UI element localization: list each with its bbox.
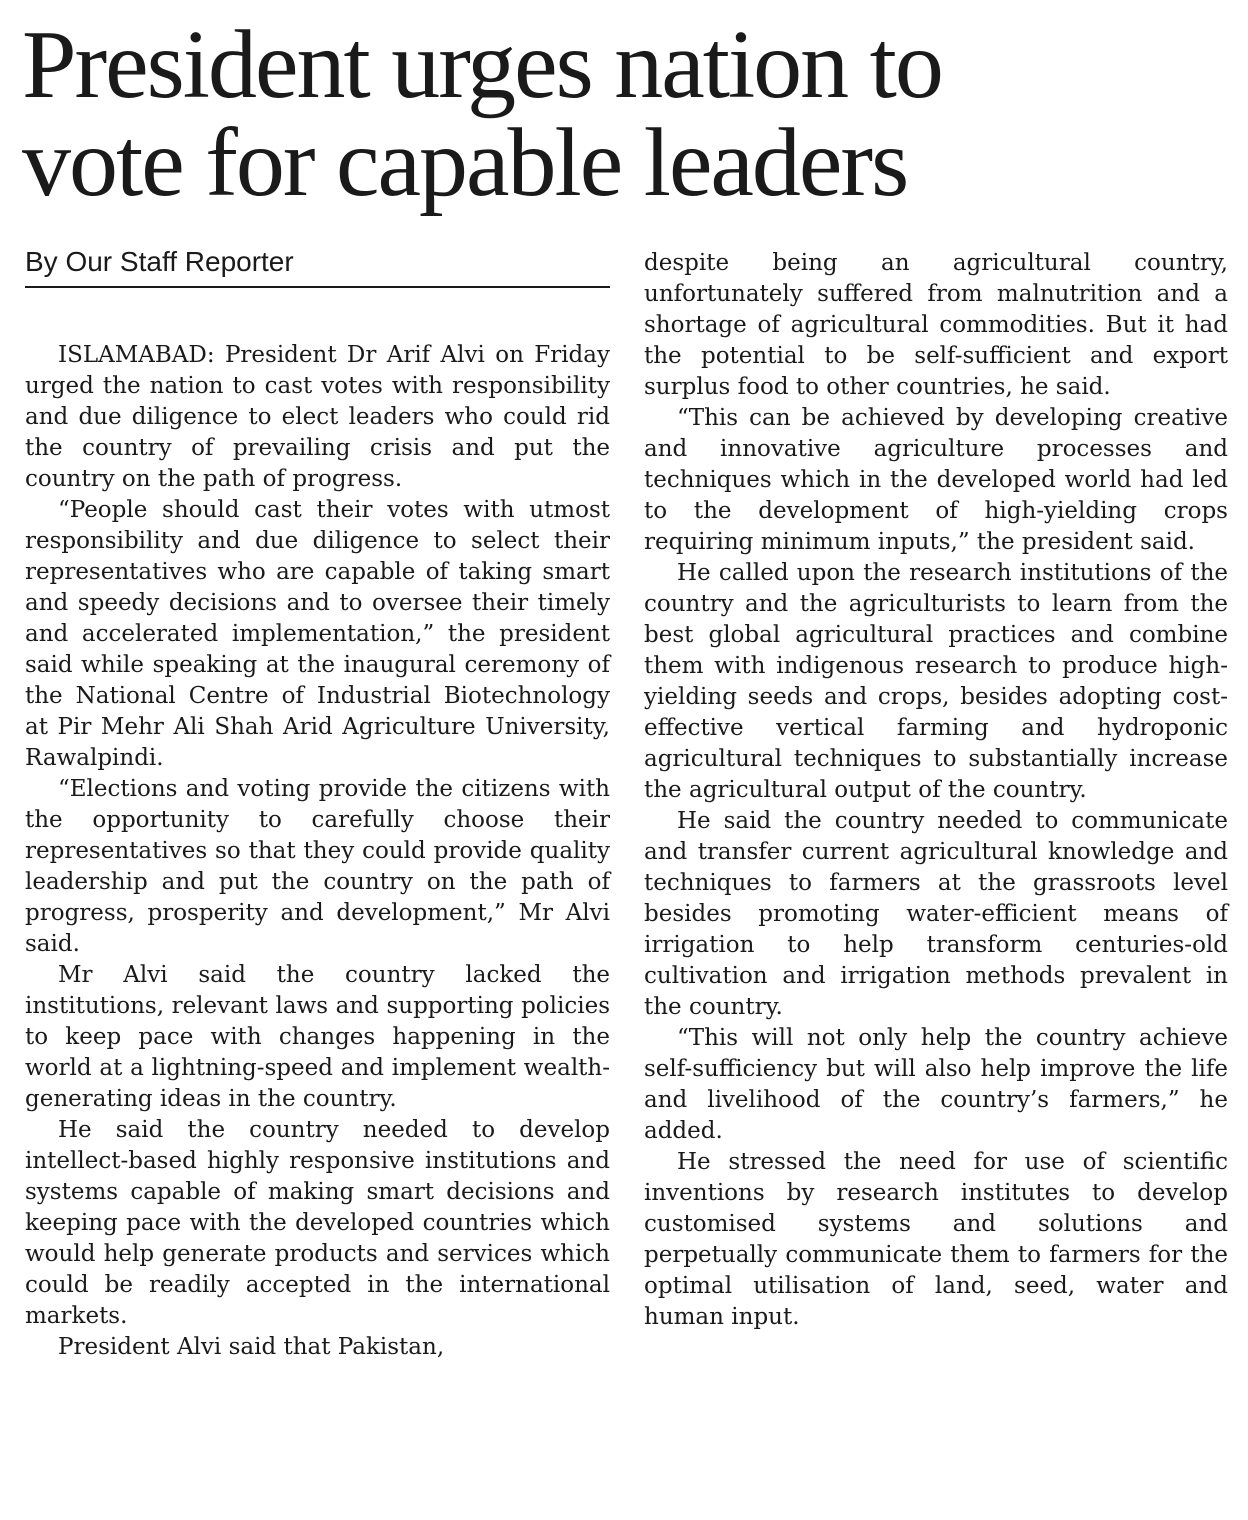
paragraph: He said the country needed to communicate and transfer current agricultural knowledge and techniques to farmers at the grassroots level besides promoting water-efficient means of irrigation to help transform centuries-old cultivation and irrigation methods prevalent in the country. [644, 808, 1228, 1020]
paragraph: “Elections and voting provide the citizens with the opportunity to carefully choose their representatives so that they could provide quality leadership and put the country on the path of progress, prosperity and development,” Mr Alvi said. [25, 776, 610, 957]
byline-spacer [25, 288, 610, 340]
paragraph: “People should cast their votes with utmost responsibility and due diligence to select their representatives who are capable of taking smart and speedy decisions and to oversee their timely and accelerated implementation,” the president said while speaking at the inaugural ceremony of the National Centre of Industrial Biotechnology at Pir Mehr Ali Shah Arid Agriculture University, Rawalpindi. [25, 497, 610, 771]
paragraph: Mr Alvi said the country lacked the institutions, relevant laws and supporting policies to keep pace with changes happening in the world at a lightning-speed and implement wealth-generating ideas in the country. [25, 962, 610, 1112]
paragraph: “This can be achieved by developing creative and innovative agriculture processes and techniques which in the developed world had led to the development of high-yielding crops requiring minimum inputs,” the president said. [644, 405, 1228, 555]
paragraph: He called upon the research institutions of the country and the agriculturists to learn from the best global agricultural practices and combine them with indigenous research to produce high-yielding seeds and crops, besides adopting cost-effective vertical farming and hydroponic agricultural techniques to substantially increase the agricultural output of the country. [644, 560, 1228, 803]
byline: By Our Staff Reporter [25, 244, 610, 288]
headline [22, 11, 1232, 217]
paragraph: ISLAMABAD: President Dr Arif Alvi on Friday urged the nation to cast votes with responsibility and due diligence to elect leaders who could rid the country of prevailing crisis and put the country on the path of progress. [25, 342, 610, 492]
paragraph: “This will not only help the country achieve self-sufficiency but will also help improve the life and livelihood of the country’s farmers,” he added. [644, 1025, 1228, 1144]
paragraph: He stressed the need for use of scientific inventions by research institutes to develop customised systems and solutions and perpetually communicate them to farmers for the optimal utilisation of land, seed, water and human input. [644, 1149, 1228, 1330]
paragraph: President Alvi said that Pakistan, [58, 1334, 445, 1360]
paragraph: He said the country needed to develop intellect-based highly responsive institutions and systems capable of making smart decisions and keeping pace with the developed countries which would help generate products and services which could be readily accepted in the international markets. [25, 1117, 610, 1329]
headline-line-2: vote for capable leaders [22, 109, 908, 217]
headline-line-1: President urges nation to [22, 11, 942, 119]
paragraph-continued: despite being an agricultural country, unfortunately suffered from malnutrition and a shortage of agricultural commodities. But it had the potential to be self-sufficient and export surplus food to other countries, he said. [644, 250, 1228, 400]
right-column [644, 248, 1228, 1333]
left-column [25, 244, 610, 1363]
